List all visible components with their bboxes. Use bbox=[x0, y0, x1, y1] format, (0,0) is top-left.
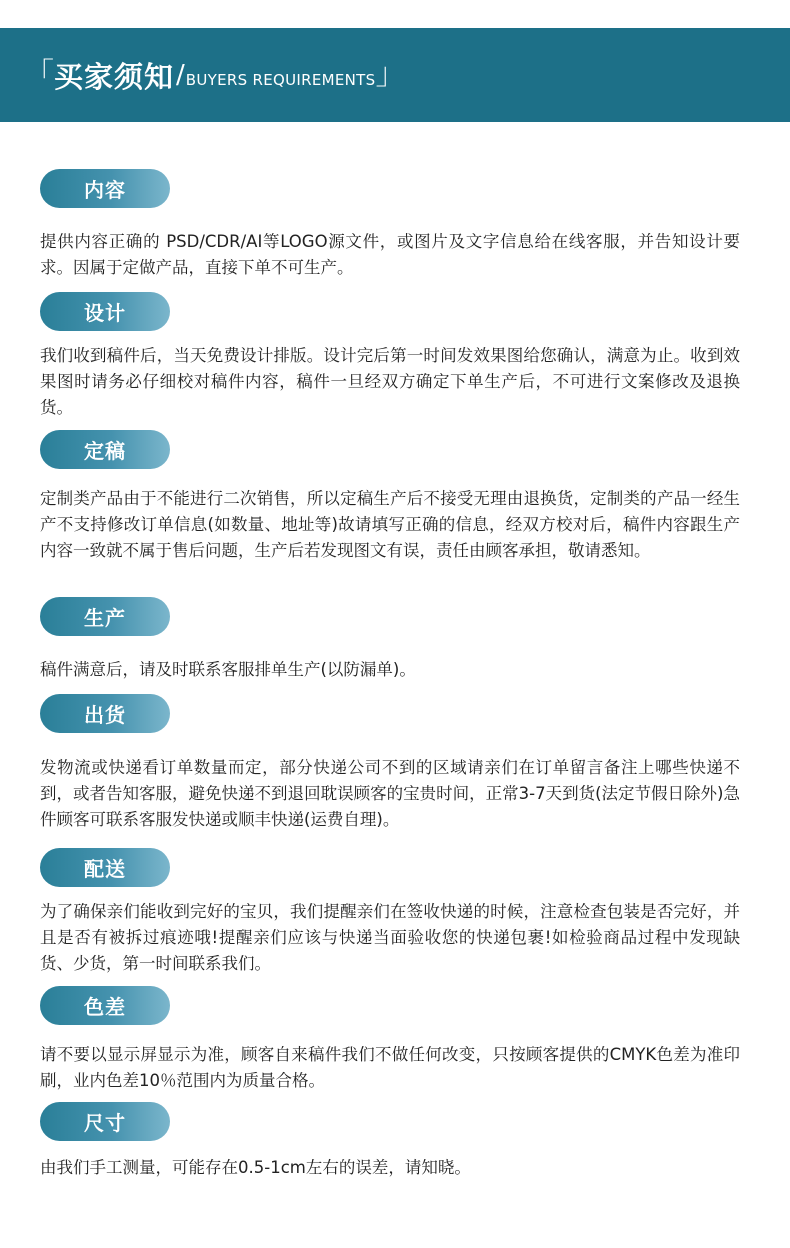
section-heading-shipping: 出货 bbox=[40, 694, 170, 733]
section-heading-color-difference: 色差 bbox=[40, 986, 170, 1025]
section-heading-production: 生产 bbox=[40, 597, 170, 636]
section-text-shipping: 发物流或快递看订单数量而定，部分快递公司不到的区域请亲们在订单留言备注上哪些快递不到，或者告知客服，避免快递不到退回耽误顾客的宝贵时间，正常3-7天到货(法定节假日除外)急件顾客可联系客服发快递或顺丰快递(运费自理)。 bbox=[40, 758, 740, 829]
section-text-size: 由我们手工测量，可能存在0.5-1cm左右的误差，请知晓。 bbox=[40, 1158, 471, 1177]
section-text-design: 我们收到稿件后，当天免费设计排版。设计完后第一时间发效果图给您确认，满意为止。收到效果图时请务必仔细校对稿件内容，稿件一旦经双方确定下单生产后，不可进行文案修改及退换货。 bbox=[40, 346, 740, 417]
header-banner bbox=[0, 28, 790, 122]
page-title: 买家须知 bbox=[54, 59, 175, 94]
open-bracket: 「 bbox=[24, 57, 54, 92]
section-text-production: 稿件满意后，请及时联系客服排单生产(以防漏单)。 bbox=[40, 660, 416, 679]
section-heading-final-draft: 定稿 bbox=[40, 430, 170, 469]
section-heading-content: 内容 bbox=[40, 169, 170, 208]
section-heading-design: 设计 bbox=[40, 292, 170, 331]
section-text-color-difference: 请不要以显示屏显示为准，顾客自来稿件我们不做任何改变，只按顾客提供的CMYK色差为准印刷，业内色差10％范围内为质量合格。 bbox=[40, 1045, 740, 1090]
page-subtitle: BUYERS REQUIREMENTS bbox=[185, 71, 376, 89]
section-text-content: 提供内容正确的 PSD/CDR/AI等LOGO源文件，或图片及文字信息给在线客服，并告知设计要求。因属于定做产品，直接下单不可生产。 bbox=[40, 232, 740, 277]
section-heading-delivery: 配送 bbox=[40, 848, 170, 887]
title-slash: / bbox=[176, 60, 185, 90]
section-text-final-draft: 定制类产品由于不能进行二次销售，所以定稿生产后不接受无理由退换货，定制类的产品一经生产不支持修改订单信息(如数量、地址等)故请填写正确的信息，经双方校对后，稿件内容跟生产内容一致就不属于售后问题，生产后若发现图文有误，责任由顾客承担，敬请悉知。 bbox=[40, 489, 740, 560]
section-text-delivery: 为了确保亲们能收到完好的宝贝，我们提醒亲们在签收快递的时候，注意检查包装是否完好，并且是否有被拆过痕迹哦!提醒亲们应该与快递当面验收您的快递包裹!如检验商品过程中发现缺货、少货，第一时间联系我们。 bbox=[40, 902, 740, 973]
section-heading-size: 尺寸 bbox=[40, 1102, 170, 1141]
close-bracket: 」 bbox=[375, 57, 406, 92]
